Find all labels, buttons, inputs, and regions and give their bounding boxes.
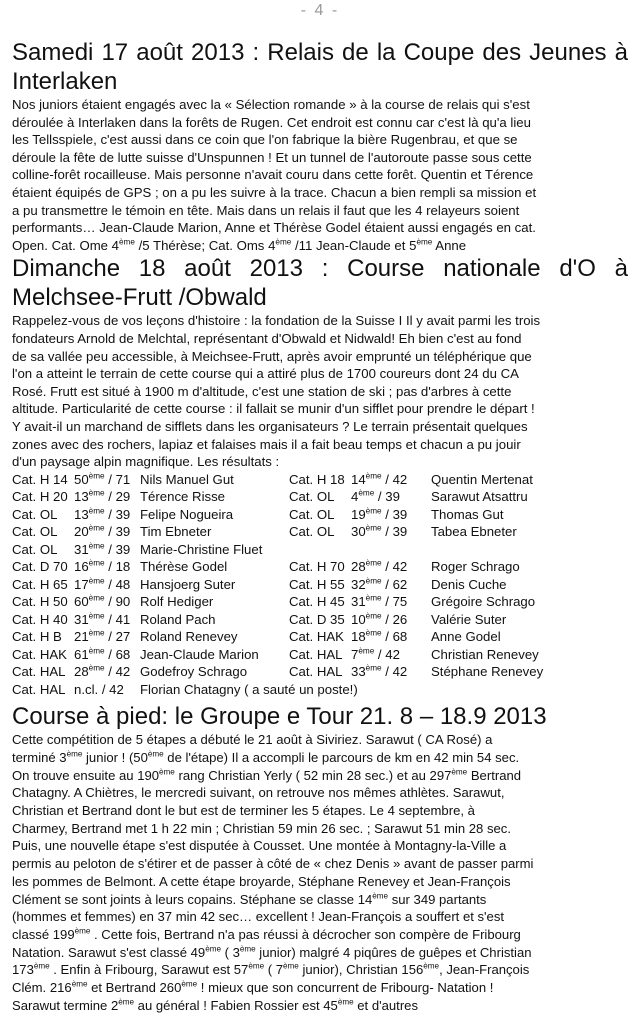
result-category: Cat. OL (12, 524, 58, 540)
result-category: Cat. H 70 (289, 559, 345, 575)
result-rank: 28ème / 42 (351, 558, 408, 575)
section-title-relais: Samedi 17 août 2013 : Relais de la Coupe des Jeunes à Interlaken (12, 39, 628, 95)
result-category: Cat. OL (289, 524, 335, 540)
result-rank: 31ème / 39 (74, 541, 131, 557)
result-category: Cat. H 45 (289, 594, 345, 610)
result-row (12, 646, 628, 664)
result-row (12, 541, 628, 559)
text-line: les Tellsspiele, c'est aussi dans ce coin que l'on fabrique la bière Rugenbrau, et que se (12, 132, 518, 148)
text-line: d'un paysage alpin magnifique. Les résultats : (12, 454, 280, 470)
result-name: Thomas Gut (431, 506, 504, 522)
text-line: Rappelez-vous de vos leçons d'histoire : la fondation de la Suisse I Il y avait parmi les trois (12, 313, 541, 329)
result-category: Cat. OL (12, 541, 58, 557)
section-text-course-a-pied (12, 731, 628, 1014)
result-name: Thérèse Godel (140, 559, 228, 575)
text-line: Clément se sont joints à leurs copains. Stéphane se classe 14ème sur 349 partants (12, 891, 487, 907)
result-category: Cat. D 70 (12, 559, 68, 575)
result-row (12, 523, 628, 541)
result-category: Cat. OL (289, 506, 335, 522)
result-row (12, 488, 628, 506)
text-line: 173ème . Enfin à Fribourg, Sarawut est 57ème ( 7ème junior), Christian 156ème, Jean-François (12, 961, 530, 978)
result-row (12, 471, 628, 489)
result-category: Cat. H 18 (289, 471, 345, 487)
result-rank: 61ème / 68 (74, 646, 131, 662)
text-line: Clém. 216ème et Bertrand 260ème ! mieux que son concurrent de Fribourg- Natation ! (12, 979, 494, 996)
result-rank: 10ème / 26 (351, 611, 408, 627)
text-line: zones avec des rochers, lapiaz et falaises mais il a fait beau temps et chacun a pu jouir (12, 436, 521, 452)
result-rank: 16ème / 18 (74, 558, 131, 575)
result-name: Jean-Claude Marion (140, 646, 259, 662)
result-rank: 31ème / 41 (74, 611, 131, 627)
result-name: Stéphane Renevey (431, 664, 544, 680)
result-name: Grégoire Schrago (431, 594, 536, 610)
text-line: altitude. Particularité de cette course : il fallait se munir d'un sifflet pour prendre le départ ! (12, 401, 535, 417)
result-rank: 60ème / 90 (74, 593, 131, 610)
result-rank: 13ème / 39 (74, 506, 131, 522)
result-rank: 4ème / 39 (351, 488, 400, 505)
text-line: Chatagny. A Chiètres, le mercredi suivant, on retrouve nos mêmes athlètes. Sarawut, (12, 785, 505, 801)
result-name: Térence Risse (140, 489, 226, 505)
result-name: Valérie Suter (431, 611, 507, 627)
text-line: On trouve ensuite au 190ème rang Christian Yerly ( 52 min 28 sec.) et au 297ème Bertrand (12, 767, 522, 783)
result-name: Nils Manuel Gut (140, 471, 234, 487)
section-title-course-a-pied: Course à pied: le Groupe e Tour 21. 8 – 18.9 2013 (12, 703, 547, 731)
text-line: Charmey, Bertrand met 1 h 22 min ; Christian 59 min 26 sec. ; Sarawut 51 min 28 sec. (12, 820, 511, 836)
text-line: colline-forêt rocailleuse. Mais personne n'avait couru dans cette forêt. Quentin et Térence (12, 167, 534, 183)
text-line: Natation. Sarawut s'est classé 49ème ( 3ème junior) malgré 4 piqûres de guêpes et Christian (12, 944, 532, 960)
result-rank: n.cl. / 42 (74, 681, 124, 697)
result-rank: 17ème / 48 (74, 576, 131, 592)
section-text-melchsee (12, 312, 628, 470)
result-rank: 50ème / 71 (74, 471, 131, 487)
result-row (12, 681, 628, 699)
result-name: Tabea Ebneter (431, 524, 517, 540)
result-category: Cat. D 35 (289, 611, 345, 627)
result-name: Tim Ebneter (140, 524, 212, 540)
result-row (12, 506, 628, 524)
text-line: l'on a atteint le terrain de cette course qui a attiré plus de 1700 coureurs dont 24 du CA (12, 366, 519, 382)
result-row (12, 558, 628, 576)
result-rank: 30ème / 39 (351, 523, 408, 540)
text-line: Christian et Bertrand dont le but est de terminer les 5 étapes. Le 4 septembre, à (12, 803, 475, 818)
result-rank: 18ème / 68 (351, 628, 408, 645)
result-category: Cat. H 55 (289, 576, 345, 592)
text-line: les pommes de Belmont. A cette étape broyarde, Stéphane Renevey et Jean-François (12, 873, 511, 889)
text-line: Puis, une nouvelle étape s'est disputée à Cousset. Une montée à Montagny-la-Ville a (12, 838, 507, 854)
text-line: Nos juniors étaient engagés avec la « Sélection romande » à la course de relais qui s'est (12, 97, 530, 112)
result-rank: 33ème / 42 (351, 663, 408, 680)
result-name: Christian Renevey (431, 646, 539, 662)
result-category: Cat. H 40 (12, 611, 68, 627)
result-category: Cat. H 14 (12, 471, 68, 487)
result-rank: 28ème / 42 (74, 663, 131, 680)
text-line: fondateurs Arnold de Melchtal, représentant d'Obwald et Nidwald! Eh bien c'est au fond (12, 330, 522, 346)
text-line: Open. Cat. Ome 4ème /5 Thérèse; Cat. Oms 4ème /11 Jean-Claude et 5ème Anne (12, 237, 467, 253)
text-line: terminé 3ème junior ! (50ème de l'étape) Il a accompli le parcours de km en 42 min 54 sec. (12, 749, 520, 765)
result-name: Roger Schrago (431, 559, 520, 575)
result-row (12, 576, 628, 594)
result-category: Cat. HAL (289, 646, 343, 662)
results-table (12, 471, 628, 699)
result-rank: 7ème / 42 (351, 646, 400, 662)
text-line: (hommes et femmes) en 37 min 42 sec… excellent ! Jean-François a souffert et s'est (12, 909, 505, 925)
result-row (12, 663, 628, 681)
result-category: Cat. HAL (12, 664, 66, 680)
text-line: Sarawut termine 2ème au général ! Fabien Rossier est 45ème et d'autres (12, 997, 419, 1013)
result-category: Cat. HAK (289, 629, 344, 645)
result-name: Denis Cuche (431, 576, 507, 592)
text-line: de sa vallée peu accessible, à Meichsee-Frutt, après avoir emprunté un téléphérique que (12, 348, 532, 364)
result-name: Quentin Mertenat (431, 471, 533, 487)
result-name: Marie-Christine Fluet (140, 541, 263, 557)
section-text-relais (12, 96, 628, 254)
result-category: Cat. H 50 (12, 594, 68, 610)
result-name: Hansjoerg Suter (140, 576, 236, 592)
text-line: étaient équipés de GPS ; on a pu les suivre à la trace. Chacun a bien rempli sa mission et (12, 184, 537, 200)
result-name: Roland Renevey (140, 629, 238, 645)
article (12, 38, 628, 1014)
text-line: déroule la fête de lutte suisse d'Unspunnen ! Et un tunnel de l'autoroute passe sous cette (12, 149, 532, 165)
result-category: Cat. HAK (12, 646, 67, 662)
result-rank: 21ème / 27 (74, 628, 131, 645)
result-rank: 31ème / 75 (351, 593, 408, 610)
result-row (12, 611, 628, 629)
result-name: Felipe Nogueira (140, 506, 234, 522)
text-line: Y avait-il un marchand de sifflets dans les organisateurs ? Le terrain présentait quelques (12, 418, 528, 434)
result-name: Florian Chatagny ( a sauté un poste!) (140, 681, 358, 697)
result-name: Rolf Hediger (140, 594, 214, 610)
result-category: Cat. H 65 (12, 576, 68, 592)
result-category: Cat. OL (12, 506, 58, 522)
result-name: Anne Godel (431, 629, 501, 645)
result-row (12, 593, 628, 611)
result-name: Sarawut Atsattru (431, 489, 528, 505)
text-line: permis au peloton de s'étirer et de passer à côté de « chez Denis » avant de passer parmi (12, 856, 534, 872)
text-line: performants… Jean-Claude Marion, Anne et Thérèse Godel étaient aussi engagés en cat. (12, 220, 536, 236)
result-category: Cat. H 20 (12, 489, 68, 505)
text-line: Cette compétition de 5 étapes a débuté le 21 août à Siviriez. Sarawut ( CA Rosé) a (12, 732, 493, 748)
result-category: Cat. HAL (12, 681, 66, 697)
result-category: Cat. H B (12, 629, 62, 645)
text-line: a pu transmettre le témoin en tête. Mais dans un relais il faut que les 4 relayeurs soient (12, 202, 520, 218)
result-rank: 19ème / 39 (351, 506, 408, 522)
result-row (12, 628, 628, 646)
result-category: Cat. HAL (289, 664, 343, 680)
text-line: déroulée à Interlaken dans la forêts de Rugen. Cet endroit est connu car c'est là qu'a lieu (12, 114, 531, 130)
result-name: Godefroy Schrago (140, 664, 248, 680)
text-line: Rosé. Frutt est situé à 1900 m d'altitude, c'est une station de ski ; pas d'arbres à cette (12, 383, 512, 399)
section-title-melchsee: Dimanche 18 août 2013 : Course nationale d'O à Melchsee-Frutt /Obwald (12, 255, 628, 312)
page-number: - 4 - (300, 2, 340, 19)
result-category: Cat. OL (289, 489, 335, 505)
results-body (12, 471, 628, 699)
result-name: Roland Pach (140, 611, 216, 627)
result-rank: 20ème / 39 (74, 523, 131, 540)
text-line: classé 199ème . Cette fois, Bertrand n'a pas réussi à décrocher son compère de Fribourg (12, 926, 521, 942)
result-rank: 32ème / 62 (351, 576, 408, 592)
result-rank: 14ème / 42 (351, 471, 408, 487)
result-rank: 13ème / 29 (74, 488, 131, 505)
